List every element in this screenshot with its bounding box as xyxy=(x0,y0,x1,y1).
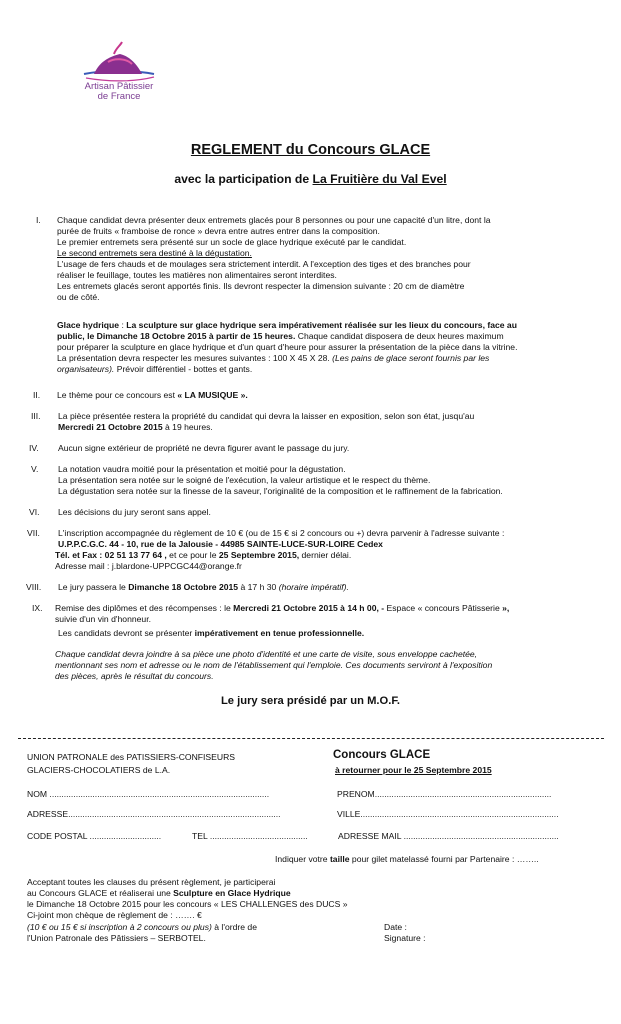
photo-note-line: Chaque candidat devra joindre à sa pièce une photo d'identité et une carte de visite, sous enveloppe cachetée, xyxy=(55,649,478,659)
cut-line xyxy=(18,738,604,739)
section-ix-label: Remise des diplômes et des récompenses : le xyxy=(55,603,234,613)
section-vii-line: L'inscription accompagnée du règlement de 10 € (ou de 15 € si 2 concours ou +) devra parvenir à l'adresse suivante : xyxy=(58,528,505,538)
section-ix-dress: impérativement en tenue professionnelle. xyxy=(194,628,365,638)
section-viii-note: (horaire impératif). xyxy=(278,582,349,592)
section-viii-text xyxy=(58,582,349,593)
section-ii-text xyxy=(57,390,248,401)
accept-line: Acceptant toutes les clauses du présent règlement, je participerai xyxy=(27,877,276,887)
section-iv-text: Aucun signe extérieur de propriété ne devra figurer avant le passage du jury. xyxy=(58,443,350,453)
section-vii-address: U.P.P.C.G.C. 44 - 10, rue de la Jalousie - 44985 SAINTE-LUCE-SUR-LOIRE Cedex xyxy=(58,539,383,549)
taille-field[interactable] xyxy=(275,854,539,865)
section-viii-label: Le jury passera le xyxy=(58,582,129,592)
signature-field[interactable]: Signature : xyxy=(384,933,426,943)
section-v-line: La dégustation sera notée sur la finesse de la saveur, l'originalité de la composition et le raffinement de la fabrication. xyxy=(58,486,503,496)
section-num-ix: IX. xyxy=(32,603,43,613)
section-vii-phone: Tél. et Fax : 02 51 13 77 64 , xyxy=(55,550,167,560)
section-i-line: réaliser le feuillage, toutes les matières non alimentaires seront interdites. xyxy=(57,270,337,280)
glace-italic: organisateurs). xyxy=(57,364,115,374)
section-vii-text: dernier délai. xyxy=(299,550,352,560)
form-concours-title: Concours GLACE xyxy=(333,749,431,761)
code-postal-field[interactable]: CODE POSTAL .............................. xyxy=(27,831,162,841)
section-num-vi: VI. xyxy=(29,507,40,517)
taille-rest: pour gilet matelassé fourni par Partenaire : …….. xyxy=(349,854,539,864)
accept-line: l'Union Patronale des Pâtissiers – SERBOTEL. xyxy=(27,933,206,943)
section-vii-deadline: 25 Septembre 2015, xyxy=(218,550,300,560)
section-iii-time: à 19 heures. xyxy=(162,422,213,432)
glace-line: pour préparer la sculpture en glace hydrique et d'un quart d'heure pour assurer la présentation de la pièce dans la vitrine. xyxy=(57,342,518,352)
accept-sculpture: Sculpture en Glace Hydrique xyxy=(173,888,291,898)
glace-line xyxy=(57,364,252,375)
date-field[interactable]: Date : xyxy=(384,922,407,932)
accept-text: au Concours GLACE et réaliserai une xyxy=(27,888,174,898)
mail-field[interactable]: ADRESSE MAIL ................................................................. xyxy=(338,831,559,841)
subtitle-partner: La Fruitière du Val Evel xyxy=(312,172,447,186)
taille-label: Indiquer votre xyxy=(275,854,330,864)
section-iii-line: La pièce présentée restera la propriété du candidat qui devra la laisser en exposition, selon son état, jusqu'au xyxy=(58,411,475,421)
nom-field[interactable]: NOM ............................................................................................ xyxy=(27,789,270,799)
section-num-v: V. xyxy=(31,464,39,474)
taille-bold: taille xyxy=(329,854,350,864)
glace-line xyxy=(57,320,517,331)
section-i-line: L'usage de fers chauds et de moulages sera strictement interdit. A l'exception des tiges et des branches pour xyxy=(57,259,471,269)
tel-field[interactable]: TEL ......................................... xyxy=(192,831,308,841)
section-iii-line xyxy=(58,422,213,433)
section-num-viii: VIII. xyxy=(26,582,42,592)
section-v-line: La notation vaudra moitié pour la présentation et moitié pour la dégustation. xyxy=(58,464,346,474)
section-v-line: La présentation sera notée sur le soigné de l'exécution, la valeur artistique et le respect du thème. xyxy=(58,475,431,485)
glace-text: La présentation devra respecter les mesures suivantes : 100 X 45 X 28. xyxy=(57,353,330,363)
section-viii-time: à 17 h 30 xyxy=(238,582,279,592)
accept-fee-note: (10 € ou 15 € si inscription à 2 concours ou plus) xyxy=(27,922,212,932)
photo-note-line: mentionnant ses nom et adresse ou le nom de l'établissement qui l'emploie. Ces documents serviront à l'exposition xyxy=(55,660,493,670)
glace-sep: : xyxy=(119,320,127,330)
section-iii-date: Mercredi 21 Octobre 2015 xyxy=(58,422,163,432)
section-num-vii: VII. xyxy=(27,528,40,538)
form-return-date: à retourner pour le 25 Septembre 2015 xyxy=(335,765,492,775)
prenom-field[interactable]: PRENOM.......................................................................... xyxy=(337,789,552,799)
accept-line: Ci-joint mon chèque de règlement de : ……. € xyxy=(27,910,202,920)
section-ix-line xyxy=(55,603,509,614)
section-ix-line xyxy=(58,628,364,639)
theme-value: « LA MUSIQUE ». xyxy=(177,390,248,400)
union-line: UNION PATRONALE des PATISSIERS-CONFISEURS xyxy=(27,752,236,762)
accept-line: le Dimanche 18 Octobre 2015 pour les concours « LES CHALLENGES des DUCS » xyxy=(27,899,348,909)
section-i-line: Le premier entremets sera présenté sur un socle de glace hydrique exécuté par le candidat. xyxy=(57,237,407,247)
logo xyxy=(74,40,164,112)
section-vi-text: Les décisions du jury seront sans appel. xyxy=(58,507,211,517)
union-line: GLACIERS-CHOCOLATIERS de L.A. xyxy=(27,765,171,775)
section-num-iii: III. xyxy=(31,411,41,421)
subtitle-prefix: avec la participation de xyxy=(174,172,310,186)
subtitle xyxy=(0,172,621,186)
ville-field[interactable]: VILLE................................................................................... xyxy=(337,809,559,819)
glace-line xyxy=(57,353,489,364)
accept-line xyxy=(27,888,291,899)
jury-statement: Le jury sera présidé par un M.O.F. xyxy=(220,695,401,707)
accept-line xyxy=(27,922,257,933)
section-i-line: Chaque candidat devra présenter deux entremets glacés pour 8 personnes ou pour une capacité d'un litre, dont la xyxy=(57,215,491,225)
accept-text: à l'ordre de xyxy=(211,922,257,932)
glace-text: Prévoir différentiel - bottes et gants. xyxy=(114,364,253,374)
section-vii-text: et ce pour le xyxy=(166,550,219,560)
logo-line2: de France xyxy=(97,91,141,102)
section-ix-text: Les candidats devront se présenter xyxy=(58,628,195,638)
section-i-line: ou de côté. xyxy=(57,292,100,302)
glace-bold: La sculpture sur glace hydrique sera impérativement réalisée sur les lieux du concours, face au xyxy=(126,320,517,330)
section-ix-place: Espace « concours Pâtisserie xyxy=(384,603,503,613)
logo-pastry-icon xyxy=(74,40,164,84)
adresse-field[interactable]: ADRESSE......................................................................................... xyxy=(27,809,281,819)
theme-label: Le thème pour ce concours est xyxy=(57,390,175,400)
glace-text: Chaque candidat disposera de deux heures maximum xyxy=(295,331,504,341)
section-ix-quote: », xyxy=(502,603,510,613)
section-num-iv: IV. xyxy=(29,443,39,453)
section-vii-email: Adresse mail : j.blardone-UPPCGC44@orange.fr xyxy=(55,561,242,571)
section-ix-date: Mercredi 21 Octobre 2015 à 14 h 00, - xyxy=(233,603,385,613)
glace-date: public, le Dimanche 18 Octobre 2015 à partir de 15 heures. xyxy=(57,331,296,341)
section-ix-line: suivie d'un vin d'honneur. xyxy=(55,614,151,624)
section-num-ii: II. xyxy=(33,390,41,400)
section-i-line: purée de fruits « framboise de ronce » devra entre autres entrer dans la composition. xyxy=(57,226,380,236)
section-i-line: Le second entremets sera destiné à la dégustation. xyxy=(57,248,252,258)
section-viii-date: Dimanche 18 Octobre 2015 xyxy=(128,582,239,592)
section-vii-line xyxy=(55,550,351,561)
photo-note-line: des pièces, après le résultat du concours. xyxy=(55,671,214,681)
glace-line xyxy=(57,331,504,342)
section-num-i: I. xyxy=(36,215,41,225)
page-title: REGLEMENT du Concours GLACE xyxy=(190,142,431,158)
section-i-line: Les entremets glacés seront apportés finis. Ils devront respecter la dimension suivante : 20 cm de diamètre xyxy=(57,281,465,291)
glace-italic: (Les pains de glace seront fournis par les xyxy=(329,353,490,363)
logo-line1: Artisan Pâtissier xyxy=(84,81,154,92)
glace-label: Glace hydrique xyxy=(57,320,120,330)
